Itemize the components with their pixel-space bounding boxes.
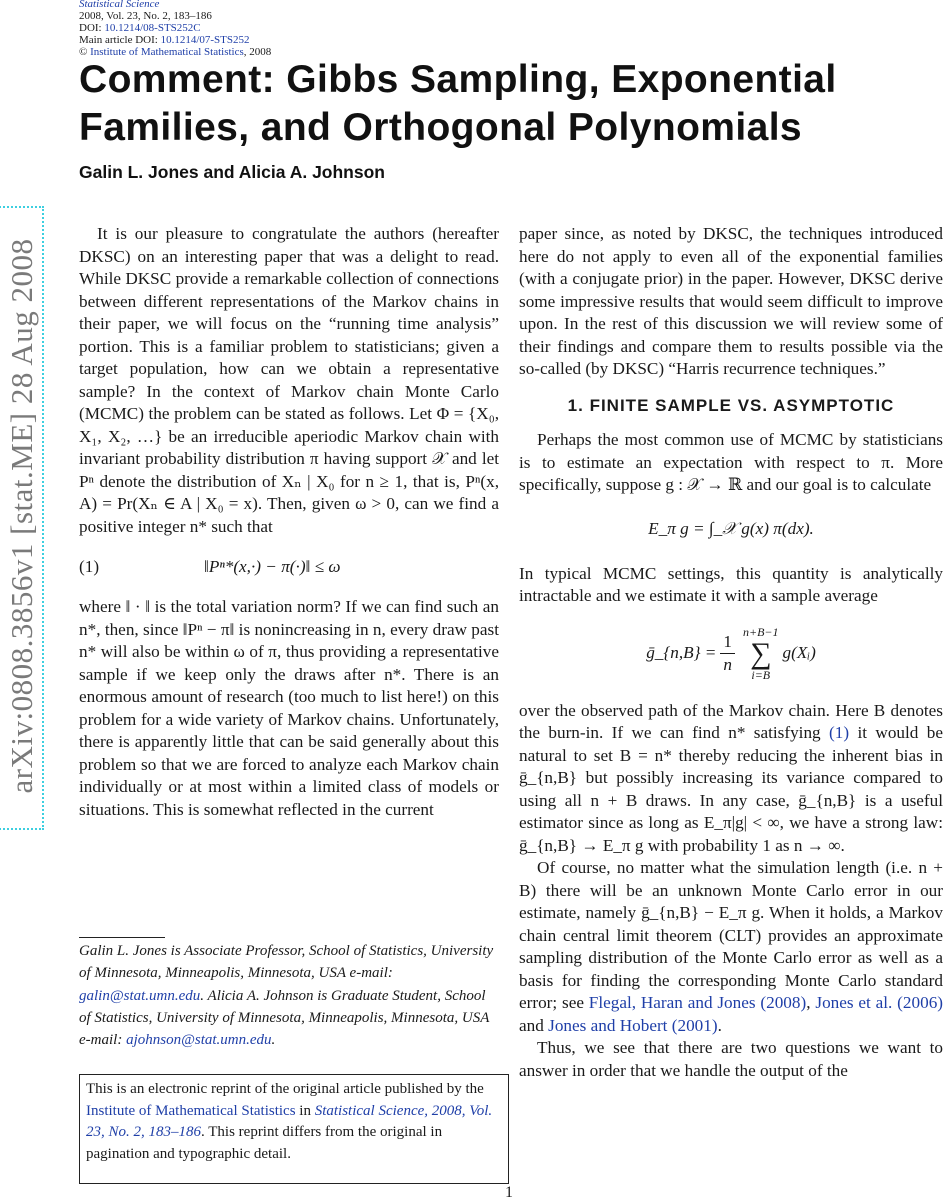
issue-info: 2008, Vol. 23, No. 2, 183–186	[79, 10, 212, 22]
burn-in-paragraph	[519, 700, 943, 858]
equation-1-number: (1)	[79, 556, 100, 576]
journal-citation-link[interactable]: Statistical Science, 2008, Vol. 23, No. 2, 183–186	[86, 1102, 493, 1140]
expectation-equation: E_π g = ∫_𝒳 g(x) π(dx).	[648, 519, 814, 539]
sum-upper-limit: n+B−1	[743, 624, 779, 639]
fraction-denominator: n	[723, 655, 732, 674]
main-doi-link[interactable]: 10.1214/07-STS252	[160, 34, 250, 46]
intro-paragraph: It is our pleasure to congratulate the authors (hereafter DKSC) on an interesting paper that was a delight to read. While DKSC provide a remarkable collection of connections between different representations of the Markov chains in their paper, we will focus on the “running time analysis” portion. This is a familiar problem to statisticians; given a target population, how can we obtain a representative sample? In the context of Markov chain Monte Carlo (MCMC) the problem can be stated as follows. Let Φ = {X₀, X₁, X₂, …} be an irreducible aperiodic Markov chain with invariant probability distribution π having support 𝒳 and let Pⁿ denote the distribution of Xₙ | X₀ for n ≥ 1, that is, Pⁿ(x, A) = Pr(Xₙ ∈ A | X₀ = x). Then, given ω > 0, can we find a positive integer n* such that	[79, 224, 499, 536]
title-line-2: Families, and Orthogonal Polynomials	[79, 106, 803, 149]
section-heading: 1. FINITE SAMPLE VS. ASYMPTOTIC	[567, 395, 895, 415]
reprint-text-2: in	[295, 1102, 315, 1119]
monte-carlo-error-paragraph	[519, 857, 943, 1037]
title-line-1: Comment: Gibbs Sampling, Exponential	[79, 58, 837, 101]
copyright-icon: ©	[79, 46, 88, 58]
summation	[743, 626, 779, 682]
left-column	[79, 223, 499, 821]
burn-in-text-a: over the observed path of the Markov chain. Here B denotes the burn-in. If we can find n* satisfying	[519, 700, 943, 742]
main-doi-label: Main article DOI:	[79, 34, 161, 46]
doi-line	[79, 22, 271, 34]
mc-text-b: ,	[806, 993, 816, 1012]
journal-name[interactable]: Statistical Science	[79, 0, 160, 10]
publisher-link[interactable]: Institute of Mathematical Statistics	[90, 46, 244, 58]
right-column	[519, 223, 943, 1082]
citation-flegal[interactable]: Flegal, Haran and Jones (2008)	[588, 993, 807, 1012]
doi-link[interactable]: 10.1214/08-STS252C	[104, 22, 201, 34]
sum-lower-limit: i=B	[751, 667, 771, 682]
sample-average-paragraph: In typical MCMC settings, this quantity is analytically intractable and we estimate it with a sample average	[519, 563, 943, 605]
main-doi-line	[79, 34, 271, 46]
reprint-notice	[79, 1074, 509, 1184]
average-fraction	[720, 631, 735, 677]
email-link-jones[interactable]: galin@stat.umn.edu	[79, 987, 201, 1004]
reprint-text-3: . This reprint differs from the original in pagination and typographic detail.	[86, 1124, 443, 1162]
doi-label: DOI:	[79, 22, 105, 34]
sigma-icon: ∑	[750, 636, 772, 670]
footnote-text-2: . Alicia A. Johnson is Graduate Student, School of Statistics, University of Minnesota, Minneapolis, Minnesota, USA e-mail:	[79, 987, 490, 1049]
mc-text-a: Of course, no matter what the simulation length (i.e. n + B) there will be an unknown Monte Carlo error in our estimate, namely ḡ_{n,B} − E_π g. When it holds, a Markov chain central limit theorem (CLT) provides an approximate sampling distribution of the Monte Carlo error as well as a basis for finding the corresponding Monte Carlo standard error; see	[519, 858, 943, 1012]
footnote-text-3: .	[271, 1032, 276, 1049]
mcmc-usage-paragraph: Perhaps the most common use of MCMC by statisticians is to estimate an expectation with respect to π. More specifically, suppose g : 𝒳 → ℝ and our goal is to calculate	[519, 430, 943, 494]
author-footnote	[79, 940, 499, 1051]
page-number: 1	[505, 1184, 513, 1201]
author-list: Galin L. Jones and Alicia A. Johnson	[79, 162, 385, 182]
masthead	[79, 0, 271, 58]
right-opening-paragraph: paper since, as noted by DKSC, the techniques introduced here do not apply to even all of the exponential families (with a conjugate prior) in the paper. However, DKSC derive some impressive results that would seem difficult to improve upon. In the rest of this discussion we will review some of their findings and compare them to results possible via the so-called (by DKSC) “Harris recurrence techniques.”	[519, 224, 943, 378]
reprint-text-1: This is an electronic reprint of the original article published by the	[86, 1081, 484, 1097]
footnote-text-1: Galin L. Jones is Associate Professor, School of Statistics, University of Minnesota, Minneapolis, Minnesota, USA e-mail:	[79, 943, 494, 982]
footnote-rule	[79, 937, 165, 938]
sum-term: g(Xᵢ)	[782, 643, 816, 663]
two-questions-paragraph: Thus, we see that there are two questions we want to answer in order that we handle the output of the	[519, 1038, 943, 1080]
continuation-paragraph: where ‖ · ‖ is the total variation norm? If we can find such an n*, then, since ‖Pⁿ − π‖ is nonincreasing in n, every draw past n* will also be within ω of π, thus providing a representative sample if we keep only the draws after n*. There is an enormous amount of research (too much to list here!) on this problem for a wide variety of Markov chains. Unfortunately, there is apparently little that can be said generally about this problem so that we are forced to analyze each Markov chain individually or at most within a limited class of models or situations. This is somewhat reflected in the current	[79, 597, 499, 819]
copyright-year: , 2008	[243, 46, 272, 58]
equation-ref-link[interactable]: (1)	[829, 723, 850, 742]
citation-jones-hobert[interactable]: Jones and Hobert (2001)	[548, 1015, 718, 1035]
arxiv-identifier[interactable]: arXiv:0808.3856v1 [stat.ME] 28 Aug 2008	[4, 238, 39, 794]
burn-in-text-b: it would be natural to set B = n* thereby reducing the inherent bias in ḡ_{n,B} but possibly increasing its variance compared to using all n + B draws. In any case, ḡ_{n,B} is a useful estimator since as long as E_π|g| < ∞, we have a strong law: ḡ_{n,B} → E_π g with probability 1 as n → ∞.	[519, 723, 943, 855]
average-lhs: ḡ_{n,B} =	[646, 643, 717, 663]
paper-title	[79, 56, 837, 152]
ims-link[interactable]: Institute of Mathematical Statistics	[86, 1102, 296, 1119]
mc-text-d: .	[717, 1015, 722, 1035]
sample-average-equation	[519, 608, 943, 700]
equation-1-body: ‖Pⁿ*(x,·) − π(·)‖ ≤ ω	[204, 556, 341, 576]
citation-jones-2006[interactable]: Jones et al. (2006)	[815, 993, 944, 1012]
mc-text-c: and	[519, 1015, 549, 1035]
fraction-numerator: 1	[720, 631, 735, 655]
email-link-johnson[interactable]: ajohnson@stat.umn.edu	[126, 1032, 272, 1049]
equation-1	[79, 538, 499, 596]
